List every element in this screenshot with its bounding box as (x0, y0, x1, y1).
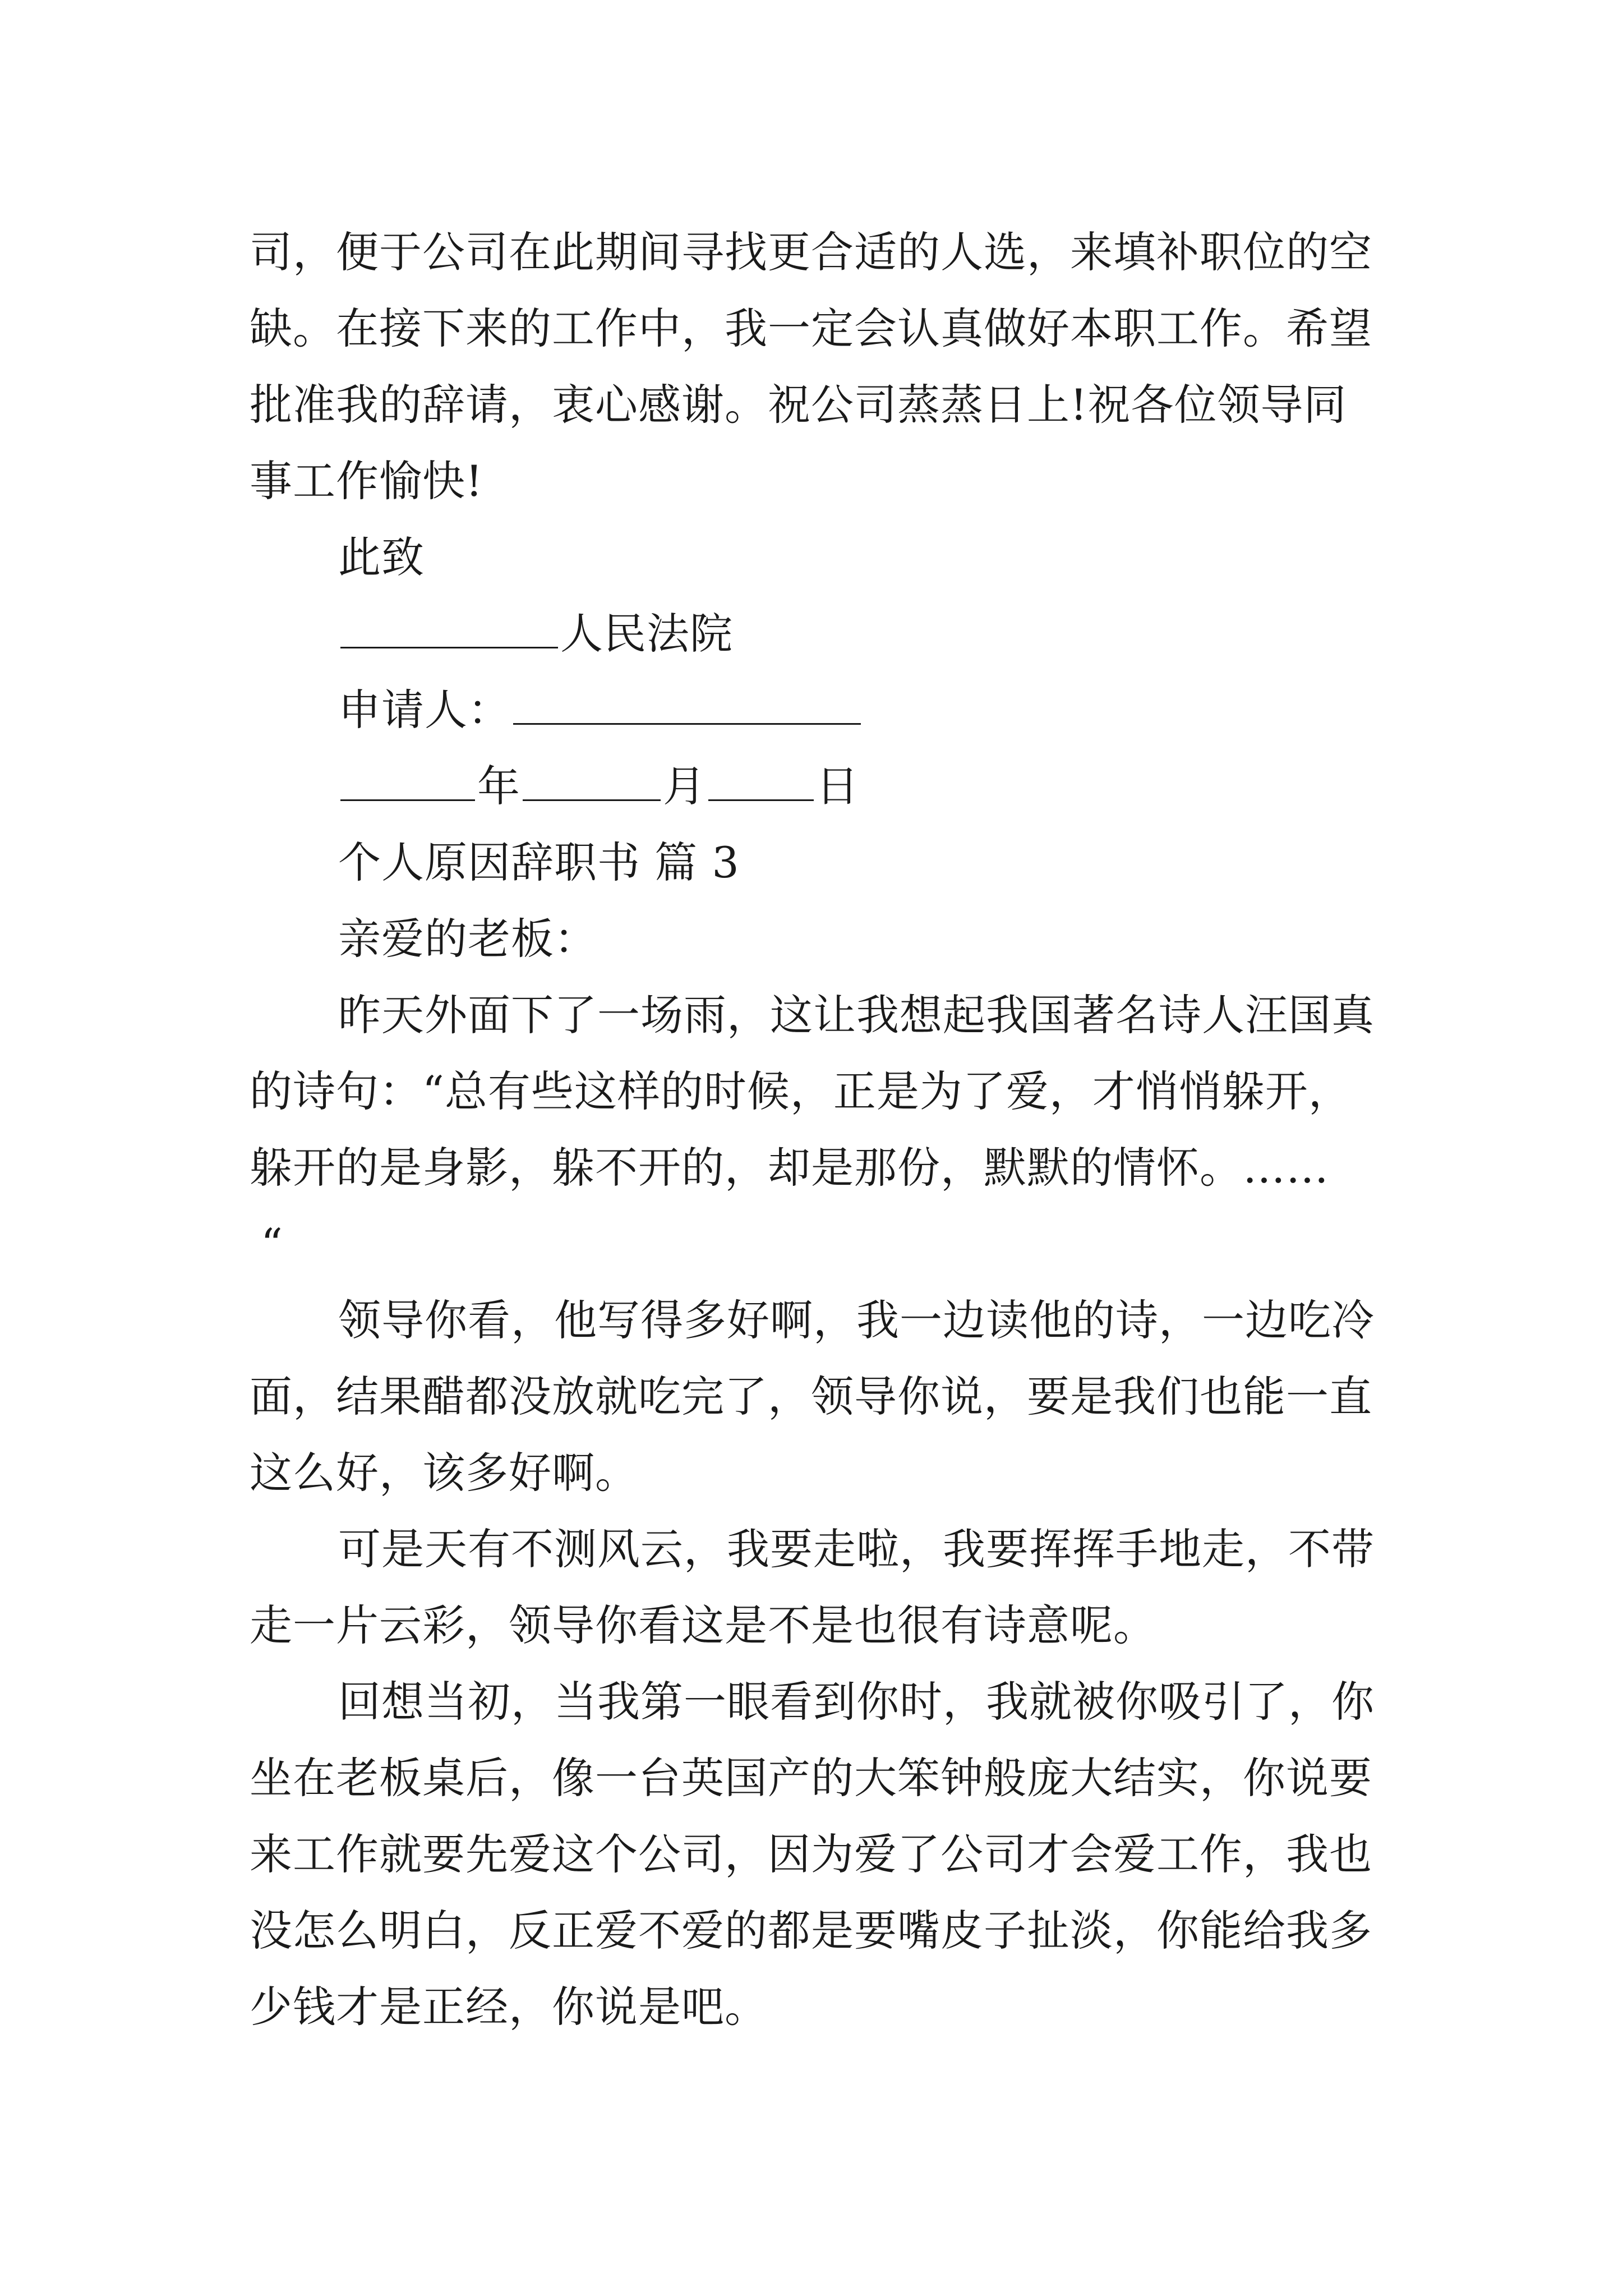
applicant-label: 申请人： (338, 685, 511, 735)
year-label: 年 (477, 761, 520, 811)
month-label: 月 (663, 761, 706, 811)
paragraph-line: 回想当初，当我第一眼看到你时，我就被你吸引了，你 (338, 1677, 1375, 1727)
addressee-line (250, 596, 1382, 672)
paragraph-line: 面，结果醋都没放就吃完了，领导你说，要是我们也能一直 (250, 1372, 1372, 1421)
month-blank (523, 760, 661, 801)
section-title: 个人原因辞职书 篇 3 (338, 838, 740, 887)
court-name-blank (340, 608, 558, 648)
salutation: 亲爱的老板： (338, 914, 597, 964)
paragraph-line: 批准我的辞请，衷心感谢。祝公司蒸蒸日上!祝各位领导同 (250, 380, 1347, 430)
day-label: 日 (816, 761, 859, 811)
paragraph-line: 的诗句：“总有些这样的时候，正是为了爱，才悄悄躲开， (250, 1066, 1352, 1116)
document-page (250, 214, 1382, 2045)
paragraph-line: 坐在老板桌后，像一台英国产的大笨钟般庞大结实，你说要 (250, 1753, 1372, 1803)
paragraph-line: 可是天有不测风云，我要走啦，我要挥挥手地走，不带 (338, 1524, 1375, 1574)
closing-line: 此致 (338, 532, 425, 582)
applicant-line (250, 672, 1382, 748)
paragraph-line: 走一片云彩，领导你看这是不是也很有诗意呢。 (250, 1600, 1156, 1650)
paragraph-line: 没怎么明白，反正爱不爱的都是要嘴皮子扯淡，你能给我多 (250, 1906, 1372, 1955)
paragraph-line: 来工作就要先爱这个公司，因为爱了公司才会爱工作，我也 (250, 1829, 1372, 1879)
paragraph-line: 少钱才是正经，你说是吧。 (250, 1982, 768, 2032)
paragraph-line: 这么好，该多好啊。 (250, 1448, 638, 1498)
paragraph-line: 领导你看，他写得多好啊，我一边读他的诗，一边吃冷 (338, 1295, 1375, 1345)
applicant-blank (513, 684, 861, 725)
paragraph-line: 躲开的是身影，躲不开的，却是那份，默默的情怀。…… (250, 1143, 1329, 1193)
year-blank (340, 760, 475, 801)
paragraph-line: “ (261, 1219, 283, 1269)
paragraph-line: 司，便于公司在此期间寻找更合适的人选，来填补职位的空 (250, 227, 1372, 277)
date-line (250, 748, 1382, 825)
day-blank (708, 760, 814, 801)
paragraph-line: 事工作愉快! (250, 456, 483, 506)
court-suffix: 人民法院 (560, 609, 733, 659)
paragraph-line: 缺。在接下来的工作中，我一定会认真做好本职工作。希望 (250, 303, 1372, 353)
paragraph-line: 昨天外面下了一场雨，这让我想起我国著名诗人汪国真 (338, 990, 1375, 1040)
